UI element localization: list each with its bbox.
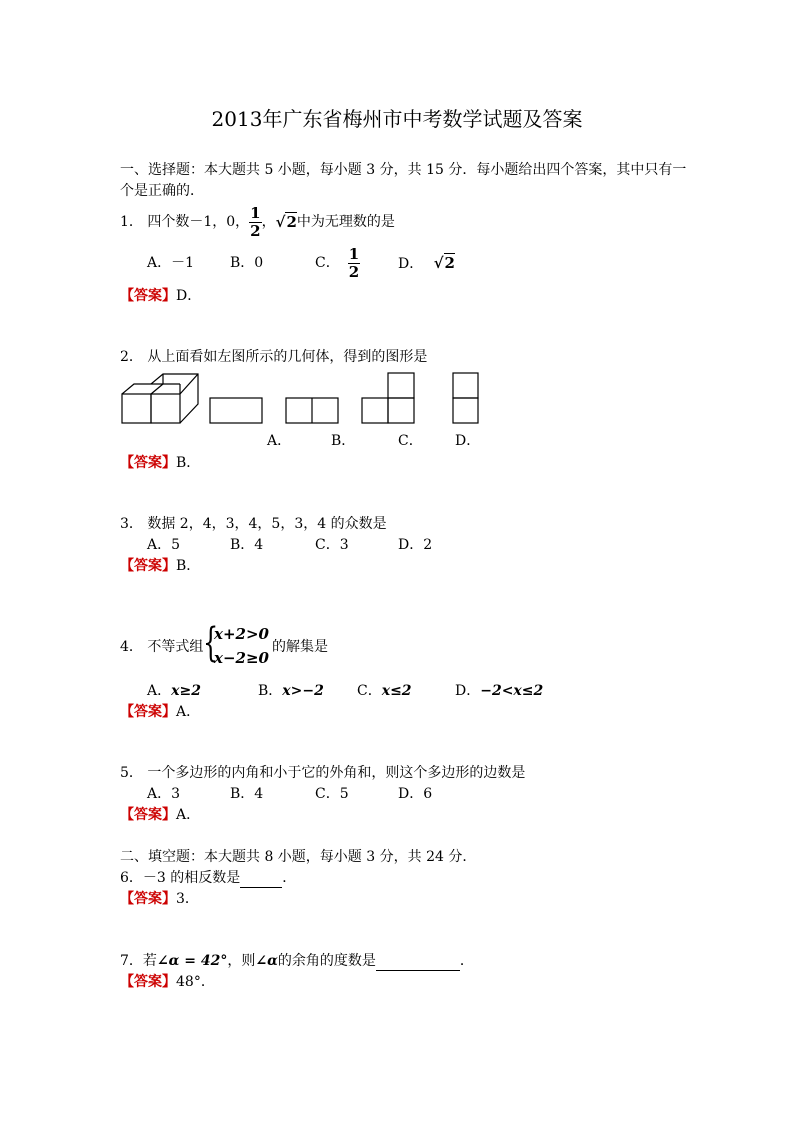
q4-option-a — [147, 682, 201, 700]
q4-option-a-label: A． — [147, 683, 172, 699]
q1-option-c-label: C． — [315, 255, 340, 271]
answer-label: 【答案】 — [120, 704, 176, 720]
sqrt-argument: 2 — [286, 213, 297, 231]
q5-option-d: D．6 — [398, 786, 433, 802]
q2-option-b-figure — [286, 398, 338, 423]
q3-answer — [120, 557, 200, 575]
inequality-1: x+2>0 — [214, 625, 269, 643]
sqrt-symbol: √ — [275, 213, 286, 231]
sqrt-two — [434, 254, 455, 272]
question-1-stem — [120, 203, 395, 241]
answer-blank — [240, 869, 282, 888]
q2-option-a: A． — [267, 433, 292, 449]
sqrt-two — [276, 213, 297, 231]
q1-option-d-label: D． — [398, 256, 424, 272]
question-6-end: ． — [282, 870, 297, 886]
question-7-mid: ，则 — [227, 953, 256, 969]
question-6-stem — [120, 869, 296, 888]
q2-option-c-figure — [362, 373, 414, 423]
q2-answer — [120, 454, 200, 472]
q1-answer — [120, 287, 201, 305]
question-6-text: 6．－3 的相反数是 — [120, 870, 241, 886]
question-1-prefix: 1． 四个数－1，0， — [120, 214, 250, 230]
question-7-prefix: 7．若 — [120, 953, 157, 969]
q4-option-b-label: B． — [258, 683, 283, 699]
q3-option-d: D．2 — [398, 537, 433, 553]
q4-answer — [120, 703, 200, 721]
comma: ， — [261, 214, 276, 230]
q6-answer — [120, 890, 199, 908]
q1-option-d — [398, 254, 455, 273]
q2-option-c: C． — [398, 433, 423, 449]
question-3-stem: 3． 数据 2，4，3，4，5，3，4 的众数是 — [120, 516, 387, 532]
q2-figures — [118, 370, 488, 430]
fraction-one-half — [249, 205, 261, 240]
question-4-suffix: 的解集是 — [272, 639, 328, 655]
section-2-header: 二、填空题：本大题共 8 小题，每小题 3 分，共 24 分． — [120, 849, 477, 865]
answer-value: D． — [176, 288, 202, 304]
answer-label: 【答案】 — [120, 455, 176, 471]
answer-value: A． — [176, 704, 201, 720]
q1-option-b: B．0 — [230, 255, 264, 271]
answer-label: 【答案】 — [120, 288, 176, 304]
q3-option-a: A．5 — [147, 537, 181, 553]
q4-option-a-math: x≥2 — [171, 683, 201, 699]
q2-option-d-figure — [453, 373, 478, 423]
answer-value: 3． — [176, 891, 199, 907]
q1-option-c — [315, 243, 360, 283]
q5-option-a: A．3 — [147, 786, 181, 802]
fraction-numerator: 1 — [348, 244, 360, 263]
fraction-denominator: 2 — [348, 262, 360, 281]
inequality-2: x−2≥0 — [214, 649, 269, 667]
q1-option-a: A．－1 — [147, 255, 195, 271]
q7-answer — [120, 973, 215, 991]
brace-symbol: { — [203, 620, 219, 666]
fraction-numerator: 1 — [250, 203, 261, 222]
q3-option-c: C．3 — [315, 537, 349, 553]
q4-option-c-label: C． — [357, 683, 382, 699]
section-1-header-line1: 一、选择题：本大题共 5 小题，每小题 3 分，共 15 分．每小题给出四个答案，其中只有一 — [120, 162, 687, 178]
fraction-one-half — [348, 246, 360, 281]
answer-value: B． — [176, 558, 201, 574]
q4-option-c — [357, 682, 412, 700]
q5-answer — [120, 806, 200, 824]
answer-value: A． — [176, 807, 201, 823]
solid-figure — [122, 374, 198, 423]
answer-value: B． — [176, 455, 201, 471]
answer-blank — [376, 952, 460, 971]
question-5-stem: 5． 一个多边形的内角和小于它的外角和，则这个多边形的边数是 — [120, 765, 526, 781]
answer-label: 【答案】 — [120, 558, 176, 574]
q4-option-b — [258, 682, 324, 700]
answer-label: 【答案】 — [120, 891, 176, 907]
q5-option-c: C．5 — [315, 786, 349, 802]
q4-option-c-math: x≤2 — [381, 683, 412, 699]
page-title: 2013年广东省梅州市中考数学试题及答案 — [211, 107, 583, 131]
question-1-suffix: 中为无理数的是 — [296, 214, 395, 230]
q4-option-d-label: D． — [455, 683, 481, 699]
q4-option-b-math: x>−2 — [282, 683, 324, 699]
q2-option-a-figure — [210, 398, 262, 423]
q3-option-b: B．4 — [230, 537, 264, 553]
section-1-header-line2: 个是正确的． — [120, 183, 204, 199]
question-7-stem — [120, 952, 474, 971]
q2-option-b: B． — [331, 433, 356, 449]
question-7-suffix: 的余角的度数是 — [277, 953, 376, 969]
question-2-stem: 2． 从上面看如左图所示的几何体，得到的图形是 — [120, 349, 428, 365]
q4-option-d-math: −2<x≤2 — [480, 683, 544, 699]
question-7-math-1: ∠α = 42° — [156, 953, 228, 969]
answer-value: 48°． — [176, 974, 215, 990]
question-7-math-2: ∠α — [255, 953, 278, 969]
q2-option-d: D． — [455, 433, 481, 449]
q4-option-d — [455, 682, 543, 700]
answer-label: 【答案】 — [120, 974, 176, 990]
sqrt-symbol: √ — [433, 254, 444, 272]
fraction-denominator: 2 — [250, 221, 261, 240]
answer-label: 【答案】 — [120, 807, 176, 823]
q5-option-b: B．4 — [230, 786, 264, 802]
sqrt-argument: 2 — [444, 254, 455, 272]
question-7-end: ． — [459, 953, 474, 969]
question-4-prefix: 4． 不等式组 — [120, 639, 204, 655]
